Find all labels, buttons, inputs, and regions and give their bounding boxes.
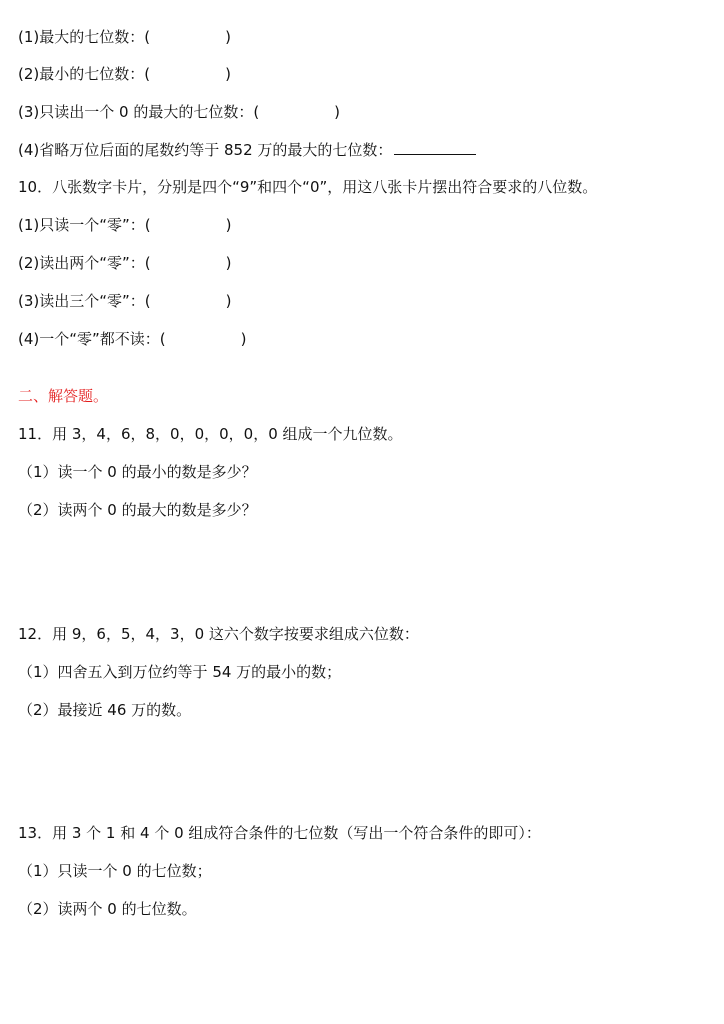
q10-item-1: (1)只读一个“零”：( ) xyxy=(18,216,232,234)
q11-item-2: （2）读两个 0 的最大的数是多少？ xyxy=(18,501,257,519)
q10-item-2: (2)读出两个“零”：( ) xyxy=(18,254,232,272)
section-heading: 二、解答题。 xyxy=(18,387,109,405)
q9-item-4-row xyxy=(18,140,476,160)
q10-stem: 10．八张数字卡片，分别是四个“9”和四个“0”，用这八张卡片摆出符合要求的八位数。 xyxy=(18,178,598,196)
q10-item-4: (4)一个“零”都不读：( ) xyxy=(18,330,247,348)
q13-item-1: （1）只读一个 0 的七位数； xyxy=(18,862,212,880)
q9-item-4: (4)省略万位后面的尾数约等于 852 万的最大的七位数： xyxy=(18,141,393,159)
q9-item-2: (2)最小的七位数：( ) xyxy=(18,65,231,83)
q13-stem: 13．用 3 个 1 和 4 个 0 组成符合条件的七位数（写出一个符合条件的即可）： xyxy=(18,824,541,842)
q10-item-3: (3)读出三个“零”：( ) xyxy=(18,292,232,310)
q11-stem: 11．用 3，4，6，8，0，0，0，0，0 组成一个九位数。 xyxy=(18,425,403,443)
answer-blank-line xyxy=(394,140,476,155)
q9-item-1: (1)最大的七位数：( ) xyxy=(18,28,231,46)
q12-stem: 12．用 9，6，5，4，3，0 这六个数字按要求组成六位数： xyxy=(18,625,419,643)
q11-item-1: （1）读一个 0 的最小的数是多少？ xyxy=(18,463,257,481)
q12-item-1: （1）四舍五入到万位约等于 54 万的最小的数； xyxy=(18,663,342,681)
q12-item-2: （2）最接近 46 万的数。 xyxy=(18,701,192,719)
q9-item-3: (3)只读出一个 0 的最大的七位数：( ) xyxy=(18,103,341,121)
q13-item-2: （2）读两个 0 的七位数。 xyxy=(18,900,197,918)
